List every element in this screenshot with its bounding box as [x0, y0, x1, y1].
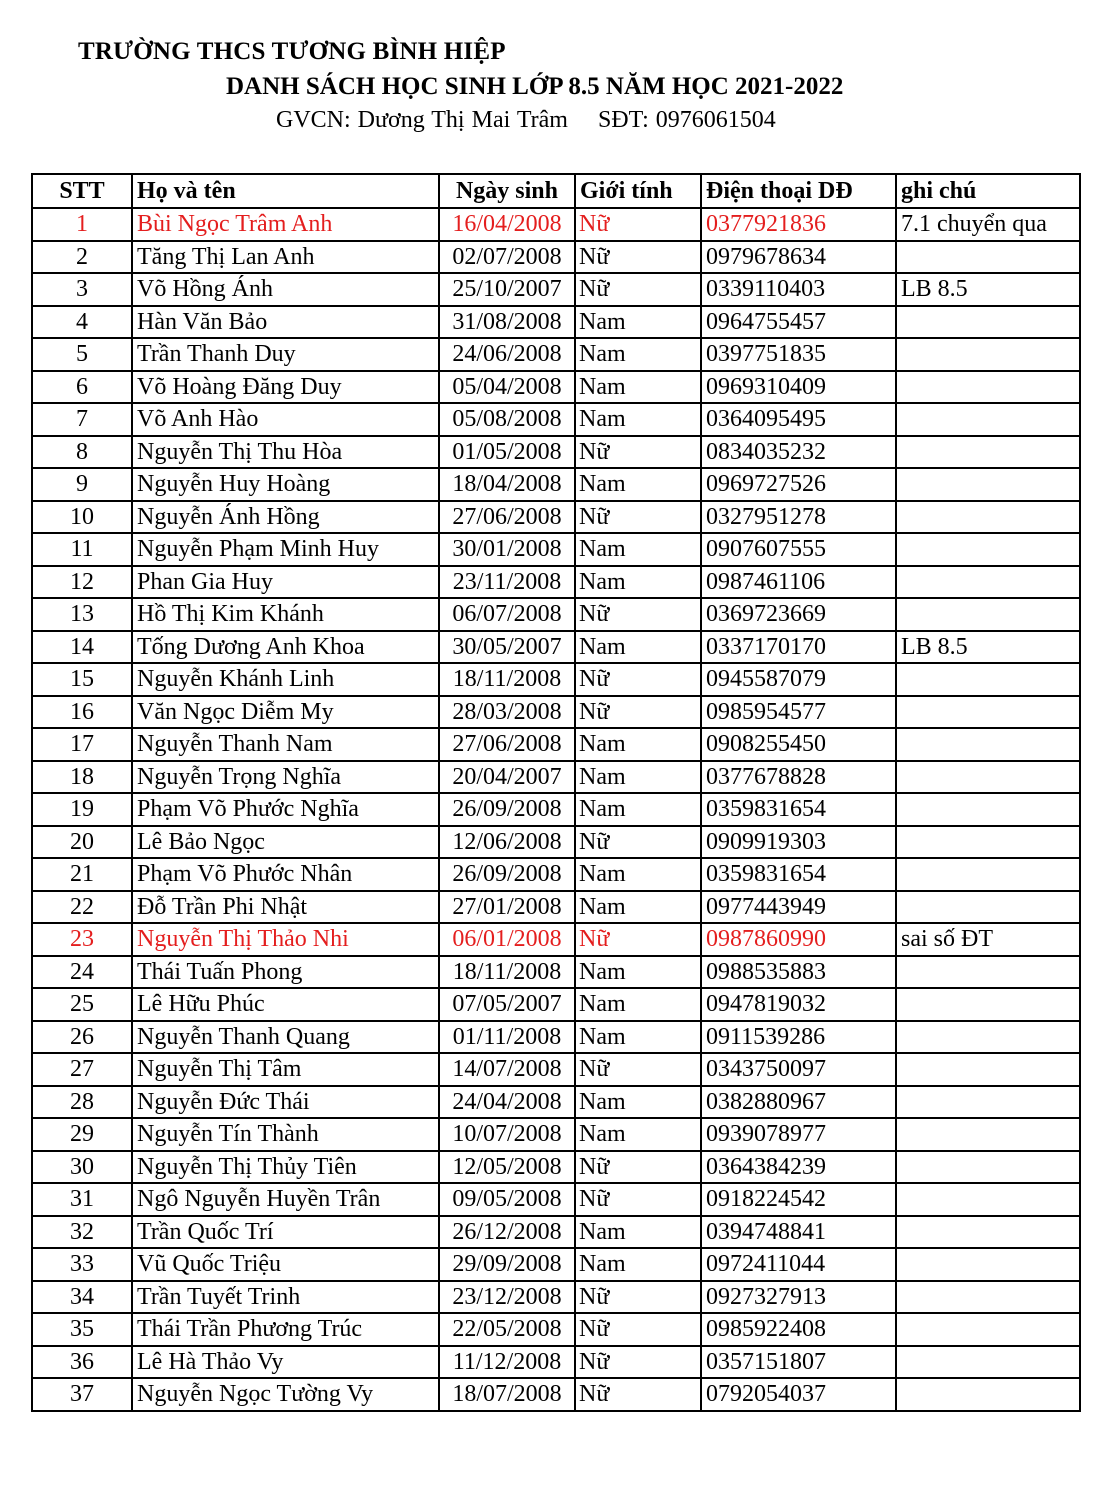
- table-row: [32, 598, 1080, 631]
- cell-note: [896, 1248, 1080, 1281]
- cell-name: Văn Ngọc Diễm My: [132, 696, 439, 729]
- cell-dob: 12/06/2008: [439, 826, 575, 859]
- table-row: [32, 923, 1080, 956]
- table-row: [32, 371, 1080, 404]
- cell-name: Phạm Võ Phước Nhân: [132, 858, 439, 891]
- cell-stt: 31: [32, 1183, 132, 1216]
- cell-gender: Nam: [575, 533, 701, 566]
- cell-dob: 16/04/2008: [439, 208, 575, 241]
- cell-dob: 23/12/2008: [439, 1281, 575, 1314]
- cell-phone: 0364095495: [701, 403, 896, 436]
- cell-dob: 01/05/2008: [439, 436, 575, 469]
- cell-stt: 23: [32, 923, 132, 956]
- cell-stt: 36: [32, 1346, 132, 1379]
- cell-phone: 0985954577: [701, 696, 896, 729]
- cell-stt: 16: [32, 696, 132, 729]
- table-row: [32, 403, 1080, 436]
- teacher-name: GVCN: Dương Thị Mai Trâm: [276, 107, 568, 133]
- cell-name: Ngô Nguyễn Huyền Trân: [132, 1183, 439, 1216]
- table-row: [32, 208, 1080, 241]
- cell-name: Lê Bảo Ngọc: [132, 826, 439, 859]
- cell-dob: 02/07/2008: [439, 241, 575, 274]
- cell-name: Nguyễn Ngọc Tường Vy: [132, 1378, 439, 1411]
- teacher-info: [276, 107, 776, 134]
- cell-note: [896, 1313, 1080, 1346]
- table-row: [32, 826, 1080, 859]
- cell-name: Nguyễn Thanh Quang: [132, 1021, 439, 1054]
- cell-name: Lê Hà Thảo Vy: [132, 1346, 439, 1379]
- cell-phone: 0987461106: [701, 566, 896, 599]
- table-row: [32, 566, 1080, 599]
- cell-dob: 26/09/2008: [439, 793, 575, 826]
- cell-note: [896, 1281, 1080, 1314]
- cell-gender: Nam: [575, 306, 701, 339]
- table-row: [32, 468, 1080, 501]
- cell-dob: 05/04/2008: [439, 371, 575, 404]
- cell-gender: Nữ: [575, 501, 701, 534]
- cell-dob: 29/09/2008: [439, 1248, 575, 1281]
- table-row: [32, 1281, 1080, 1314]
- cell-name: Nguyễn Thị Thủy Tiên: [132, 1151, 439, 1184]
- cell-stt: 35: [32, 1313, 132, 1346]
- table-row: [32, 1216, 1080, 1249]
- cell-phone: 0979678634: [701, 241, 896, 274]
- cell-dob: 06/01/2008: [439, 923, 575, 956]
- cell-gender: Nam: [575, 761, 701, 794]
- cell-dob: 18/11/2008: [439, 663, 575, 696]
- cell-dob: 26/12/2008: [439, 1216, 575, 1249]
- cell-name: Vũ Quốc Triệu: [132, 1248, 439, 1281]
- table-row: [32, 696, 1080, 729]
- cell-dob: 27/06/2008: [439, 728, 575, 761]
- cell-stt: 8: [32, 436, 132, 469]
- table-row: [32, 501, 1080, 534]
- column-header-name: Họ và tên: [132, 174, 439, 208]
- cell-name: Hàn Văn Bảo: [132, 306, 439, 339]
- cell-phone: 0337170170: [701, 631, 896, 664]
- cell-phone: 0911539286: [701, 1021, 896, 1054]
- cell-stt: 6: [32, 371, 132, 404]
- table-row: [32, 1053, 1080, 1086]
- cell-phone: 0357151807: [701, 1346, 896, 1379]
- column-header-dob: Ngày sinh: [439, 174, 575, 208]
- table-row: [32, 1378, 1080, 1411]
- cell-dob: 24/04/2008: [439, 1086, 575, 1119]
- cell-phone: 0985922408: [701, 1313, 896, 1346]
- cell-phone: 0359831654: [701, 858, 896, 891]
- cell-dob: 28/03/2008: [439, 696, 575, 729]
- cell-gender: Nam: [575, 891, 701, 924]
- cell-gender: Nam: [575, 371, 701, 404]
- cell-phone: 0977443949: [701, 891, 896, 924]
- page-title: DANH SÁCH HỌC SINH LỚP 8.5 NĂM HỌC 2021-2022: [226, 73, 844, 100]
- cell-phone: 0969310409: [701, 371, 896, 404]
- cell-phone: 0364384239: [701, 1151, 896, 1184]
- cell-stt: 1: [32, 208, 132, 241]
- cell-gender: Nữ: [575, 923, 701, 956]
- cell-stt: 30: [32, 1151, 132, 1184]
- cell-dob: 11/12/2008: [439, 1346, 575, 1379]
- cell-stt: 3: [32, 273, 132, 306]
- cell-name: Thái Trần Phương Trúc: [132, 1313, 439, 1346]
- cell-gender: Nữ: [575, 1313, 701, 1346]
- table-row: [32, 306, 1080, 339]
- cell-note: [896, 533, 1080, 566]
- cell-phone: 0909919303: [701, 826, 896, 859]
- cell-phone: 0947819032: [701, 988, 896, 1021]
- cell-stt: 28: [32, 1086, 132, 1119]
- cell-gender: Nam: [575, 631, 701, 664]
- cell-gender: Nam: [575, 1118, 701, 1151]
- table-row: [32, 1086, 1080, 1119]
- cell-note: 7.1 chuyển qua: [896, 208, 1080, 241]
- cell-dob: 22/05/2008: [439, 1313, 575, 1346]
- table-row: [32, 338, 1080, 371]
- cell-phone: 0939078977: [701, 1118, 896, 1151]
- cell-phone: 0945587079: [701, 663, 896, 696]
- cell-note: [896, 891, 1080, 924]
- cell-gender: Nữ: [575, 598, 701, 631]
- cell-name: Võ Hồng Ánh: [132, 273, 439, 306]
- cell-name: Nguyễn Ánh Hồng: [132, 501, 439, 534]
- cell-gender: Nữ: [575, 663, 701, 696]
- school-name: TRƯỜNG THCS TƯƠNG BÌNH HIỆP: [78, 38, 506, 65]
- cell-phone: 0343750097: [701, 1053, 896, 1086]
- cell-dob: 10/07/2008: [439, 1118, 575, 1151]
- cell-note: [896, 306, 1080, 339]
- cell-name: Bùi Ngọc Trâm Anh: [132, 208, 439, 241]
- table-row: [32, 241, 1080, 274]
- cell-stt: 14: [32, 631, 132, 664]
- cell-gender: Nam: [575, 1216, 701, 1249]
- cell-name: Võ Anh Hào: [132, 403, 439, 436]
- cell-note: [896, 728, 1080, 761]
- cell-phone: 0369723669: [701, 598, 896, 631]
- cell-stt: 12: [32, 566, 132, 599]
- table-row: [32, 1021, 1080, 1054]
- cell-note: [896, 468, 1080, 501]
- cell-name: Nguyễn Huy Hoàng: [132, 468, 439, 501]
- cell-stt: 37: [32, 1378, 132, 1411]
- student-table: [31, 173, 1081, 1412]
- cell-phone: 0377678828: [701, 761, 896, 794]
- cell-note: LB 8.5: [896, 273, 1080, 306]
- cell-note: [896, 696, 1080, 729]
- cell-name: Trần Thanh Duy: [132, 338, 439, 371]
- cell-gender: Nữ: [575, 1151, 701, 1184]
- table-row: [32, 891, 1080, 924]
- cell-stt: 22: [32, 891, 132, 924]
- cell-gender: Nữ: [575, 1183, 701, 1216]
- table-row: [32, 1346, 1080, 1379]
- cell-note: [896, 1151, 1080, 1184]
- cell-stt: 18: [32, 761, 132, 794]
- table-row: [32, 956, 1080, 989]
- cell-phone: 0972411044: [701, 1248, 896, 1281]
- cell-name: Nguyễn Thanh Nam: [132, 728, 439, 761]
- cell-name: Tăng Thị Lan Anh: [132, 241, 439, 274]
- cell-stt: 29: [32, 1118, 132, 1151]
- cell-note: [896, 858, 1080, 891]
- cell-dob: 31/08/2008: [439, 306, 575, 339]
- table-row: [32, 761, 1080, 794]
- cell-dob: 30/01/2008: [439, 533, 575, 566]
- cell-name: Tống Dương Anh Khoa: [132, 631, 439, 664]
- cell-note: [896, 826, 1080, 859]
- cell-gender: Nữ: [575, 1281, 701, 1314]
- cell-stt: 25: [32, 988, 132, 1021]
- table-row: [32, 728, 1080, 761]
- column-header-phone: Điện thoại DĐ: [701, 174, 896, 208]
- table-row: [32, 631, 1080, 664]
- table-row: [32, 663, 1080, 696]
- cell-stt: 9: [32, 468, 132, 501]
- cell-note: [896, 338, 1080, 371]
- cell-note: [896, 1021, 1080, 1054]
- cell-phone: 0834035232: [701, 436, 896, 469]
- cell-phone: 0359831654: [701, 793, 896, 826]
- cell-name: Nguyễn Thị Tâm: [132, 1053, 439, 1086]
- cell-note: [896, 956, 1080, 989]
- cell-note: [896, 793, 1080, 826]
- student-rows: [32, 208, 1080, 1411]
- cell-stt: 21: [32, 858, 132, 891]
- cell-stt: 15: [32, 663, 132, 696]
- cell-name: Trần Quốc Trí: [132, 1216, 439, 1249]
- cell-phone: 0987860990: [701, 923, 896, 956]
- cell-dob: 24/06/2008: [439, 338, 575, 371]
- teacher-phone: SĐT: 0976061504: [597, 107, 776, 133]
- table-row: [32, 793, 1080, 826]
- cell-gender: Nam: [575, 728, 701, 761]
- cell-stt: 2: [32, 241, 132, 274]
- cell-dob: 06/07/2008: [439, 598, 575, 631]
- cell-dob: 20/04/2007: [439, 761, 575, 794]
- cell-gender: Nam: [575, 956, 701, 989]
- cell-gender: Nam: [575, 1021, 701, 1054]
- cell-phone: 0394748841: [701, 1216, 896, 1249]
- cell-gender: Nữ: [575, 1053, 701, 1086]
- table-row: [32, 988, 1080, 1021]
- cell-phone: 0339110403: [701, 273, 896, 306]
- cell-stt: 34: [32, 1281, 132, 1314]
- cell-stt: 24: [32, 956, 132, 989]
- cell-note: [896, 663, 1080, 696]
- cell-phone: 0927327913: [701, 1281, 896, 1314]
- table-row: [32, 533, 1080, 566]
- cell-dob: 26/09/2008: [439, 858, 575, 891]
- cell-stt: 33: [32, 1248, 132, 1281]
- cell-note: [896, 1346, 1080, 1379]
- cell-stt: 27: [32, 1053, 132, 1086]
- cell-phone: 0918224542: [701, 1183, 896, 1216]
- cell-gender: Nữ: [575, 208, 701, 241]
- cell-gender: Nam: [575, 338, 701, 371]
- cell-name: Phan Gia Huy: [132, 566, 439, 599]
- cell-gender: Nam: [575, 566, 701, 599]
- cell-note: [896, 1053, 1080, 1086]
- cell-gender: Nam: [575, 403, 701, 436]
- table-row: [32, 1151, 1080, 1184]
- table-row: [32, 1248, 1080, 1281]
- cell-name: Võ Hoàng Đăng Duy: [132, 371, 439, 404]
- cell-dob: 30/05/2007: [439, 631, 575, 664]
- cell-note: [896, 371, 1080, 404]
- table-row: [32, 858, 1080, 891]
- cell-dob: 14/07/2008: [439, 1053, 575, 1086]
- cell-gender: Nam: [575, 988, 701, 1021]
- cell-note: [896, 501, 1080, 534]
- cell-name: Nguyễn Trọng Nghĩa: [132, 761, 439, 794]
- cell-gender: Nữ: [575, 241, 701, 274]
- cell-dob: 01/11/2008: [439, 1021, 575, 1054]
- cell-note: [896, 1216, 1080, 1249]
- cell-name: Phạm Võ Phước Nghĩa: [132, 793, 439, 826]
- cell-stt: 26: [32, 1021, 132, 1054]
- cell-stt: 10: [32, 501, 132, 534]
- table-row: [32, 436, 1080, 469]
- table-row: [32, 273, 1080, 306]
- cell-dob: 12/05/2008: [439, 1151, 575, 1184]
- cell-dob: 18/11/2008: [439, 956, 575, 989]
- cell-stt: 19: [32, 793, 132, 826]
- cell-name: Trần Tuyết Trinh: [132, 1281, 439, 1314]
- cell-name: Nguyễn Thị Thảo Nhi: [132, 923, 439, 956]
- cell-note: [896, 436, 1080, 469]
- cell-stt: 17: [32, 728, 132, 761]
- cell-dob: 27/01/2008: [439, 891, 575, 924]
- cell-phone: 0327951278: [701, 501, 896, 534]
- table-row: [32, 1118, 1080, 1151]
- cell-name: Nguyễn Thị Thu Hòa: [132, 436, 439, 469]
- cell-stt: 32: [32, 1216, 132, 1249]
- cell-gender: Nam: [575, 793, 701, 826]
- cell-dob: 18/04/2008: [439, 468, 575, 501]
- cell-note: [896, 598, 1080, 631]
- cell-dob: 09/05/2008: [439, 1183, 575, 1216]
- cell-note: LB 8.5: [896, 631, 1080, 664]
- cell-phone: 0907607555: [701, 533, 896, 566]
- cell-gender: Nữ: [575, 1346, 701, 1379]
- cell-stt: 5: [32, 338, 132, 371]
- cell-stt: 13: [32, 598, 132, 631]
- cell-name: Nguyễn Tín Thành: [132, 1118, 439, 1151]
- column-header-stt: STT: [32, 174, 132, 208]
- cell-phone: 0908255450: [701, 728, 896, 761]
- cell-gender: Nam: [575, 1086, 701, 1119]
- cell-dob: 07/05/2007: [439, 988, 575, 1021]
- table-header-row: [32, 174, 1080, 208]
- cell-dob: 18/07/2008: [439, 1378, 575, 1411]
- cell-gender: Nam: [575, 468, 701, 501]
- cell-note: [896, 1183, 1080, 1216]
- cell-phone: 0792054037: [701, 1378, 896, 1411]
- cell-phone: 0988535883: [701, 956, 896, 989]
- cell-note: [896, 1378, 1080, 1411]
- cell-dob: 27/06/2008: [439, 501, 575, 534]
- cell-name: Đỗ Trần Phi Nhật: [132, 891, 439, 924]
- cell-phone: 0969727526: [701, 468, 896, 501]
- cell-name: Hồ Thị Kim Khánh: [132, 598, 439, 631]
- cell-name: Nguyễn Đức Thái: [132, 1086, 439, 1119]
- cell-note: [896, 403, 1080, 436]
- cell-gender: Nam: [575, 858, 701, 891]
- cell-gender: Nam: [575, 1248, 701, 1281]
- cell-note: sai số ĐT: [896, 923, 1080, 956]
- cell-note: [896, 761, 1080, 794]
- cell-note: [896, 566, 1080, 599]
- cell-dob: 05/08/2008: [439, 403, 575, 436]
- cell-phone: 0964755457: [701, 306, 896, 339]
- cell-gender: Nữ: [575, 826, 701, 859]
- cell-phone: 0377921836: [701, 208, 896, 241]
- cell-gender: Nữ: [575, 696, 701, 729]
- table-row: [32, 1183, 1080, 1216]
- cell-gender: Nữ: [575, 436, 701, 469]
- cell-name: Lê Hữu Phúc: [132, 988, 439, 1021]
- column-header-note: ghi chú: [896, 174, 1080, 208]
- cell-name: Thái Tuấn Phong: [132, 956, 439, 989]
- cell-name: Nguyễn Khánh Linh: [132, 663, 439, 696]
- cell-phone: 0382880967: [701, 1086, 896, 1119]
- cell-note: [896, 988, 1080, 1021]
- cell-dob: 25/10/2007: [439, 273, 575, 306]
- cell-gender: Nữ: [575, 273, 701, 306]
- cell-stt: 11: [32, 533, 132, 566]
- cell-note: [896, 1118, 1080, 1151]
- column-header-gender: Giới tính: [575, 174, 701, 208]
- cell-phone: 0397751835: [701, 338, 896, 371]
- table-row: [32, 1313, 1080, 1346]
- cell-gender: Nữ: [575, 1378, 701, 1411]
- cell-note: [896, 241, 1080, 274]
- cell-name: Nguyễn Phạm Minh Huy: [132, 533, 439, 566]
- cell-stt: 20: [32, 826, 132, 859]
- cell-stt: 7: [32, 403, 132, 436]
- cell-dob: 23/11/2008: [439, 566, 575, 599]
- cell-note: [896, 1086, 1080, 1119]
- cell-stt: 4: [32, 306, 132, 339]
